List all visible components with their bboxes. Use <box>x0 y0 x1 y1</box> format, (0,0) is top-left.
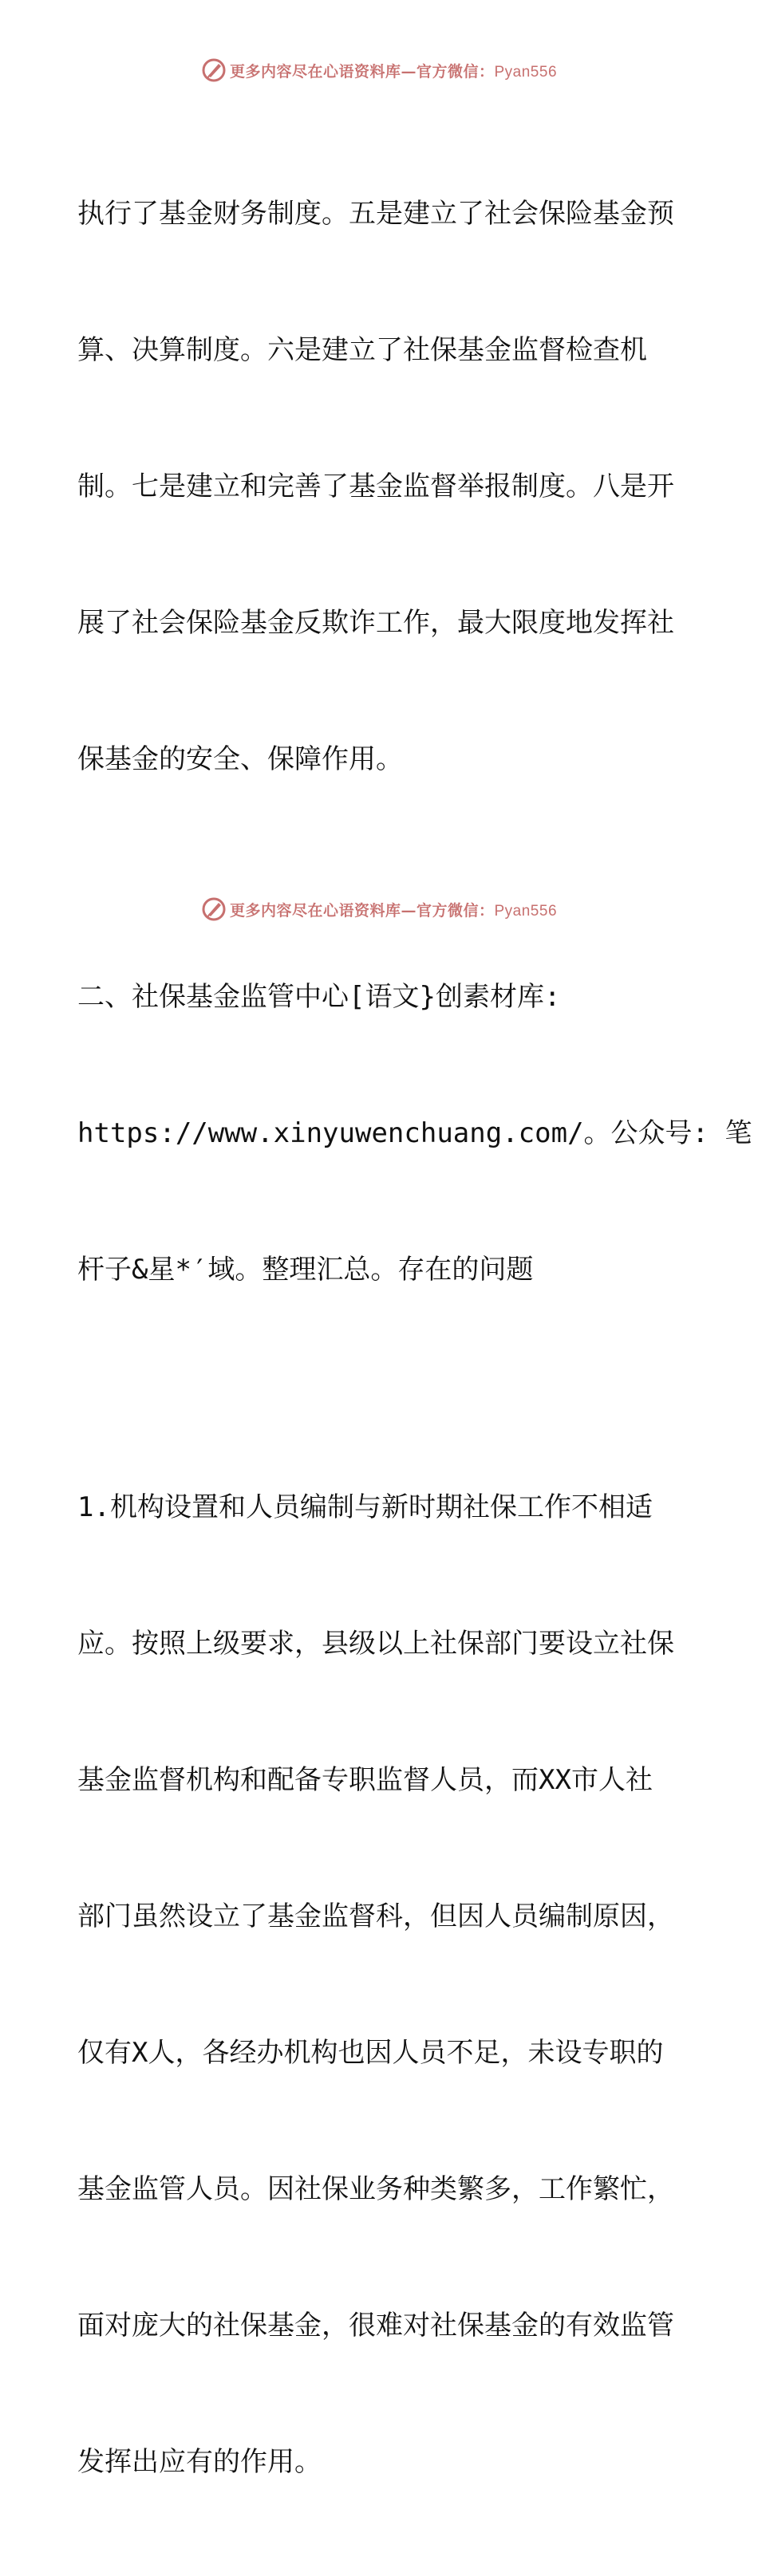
footer-watermark-text: 更多内容尽在心语资料库—官方微信：Pyan556 <box>229 901 558 920</box>
section-heading: 二、社保基金监管中心[语文}创素材库: <box>77 981 561 1013</box>
text-line: 制。七是建立和完善了基金监督举报制度。八是开 <box>77 471 674 502</box>
text-line: 保基金的安全、保障作用。 <box>77 743 403 775</box>
quill-logo-icon <box>201 57 227 83</box>
text-line: 展了社会保险基金反欺诈工作，最大限度地发挥社 <box>77 607 674 639</box>
quill-logo-icon <box>201 896 227 922</box>
footer-watermark <box>0 896 758 922</box>
text-line: 算、决算制度。六是建立了社保基金监督检查机 <box>77 334 647 366</box>
text-line: 仅有X人，各经办机构也因人员不足，未设专职的 <box>77 2037 664 2069</box>
text-line: 基金监督机构和配备专职监督人员，而XX市人社 <box>77 1764 653 1796</box>
paragraph-1 <box>77 100 684 873</box>
text-line: 1.机构设置和人员编制与新时期社保工作不相适 <box>77 1491 653 1523</box>
text-line: 执行了基金财务制度。五是建立了社会保险基金预 <box>77 198 674 230</box>
document-body <box>77 100 752 2576</box>
header-watermark <box>0 57 758 83</box>
text-line: 面对庞大的社保基金，很难对社保基金的有效监管 <box>77 2310 674 2342</box>
text-line: 部门虽然设立了基金监督科，但因人员编制原因， <box>77 1900 674 1932</box>
text-line: 基金监管人员。因社保业务种类繁多，工作繁忙， <box>77 2173 674 2205</box>
paragraph-2 <box>77 884 752 1384</box>
text-line: 应。按照上级要求，县级以上社保部门要设立社保 <box>77 1628 674 1660</box>
header-watermark-text: 更多内容尽在心语资料库—官方微信：Pyan556 <box>229 62 558 81</box>
text-line: https://www.xinyuwenchuang.com/。公众号: 笔 <box>77 1117 752 1149</box>
text-line: 杆子&星*′域。整理汇总。存在的问题 <box>77 1254 534 1286</box>
text-line: 发挥出应有的作用。 <box>77 2446 322 2478</box>
paragraph-3 <box>77 1394 684 2576</box>
